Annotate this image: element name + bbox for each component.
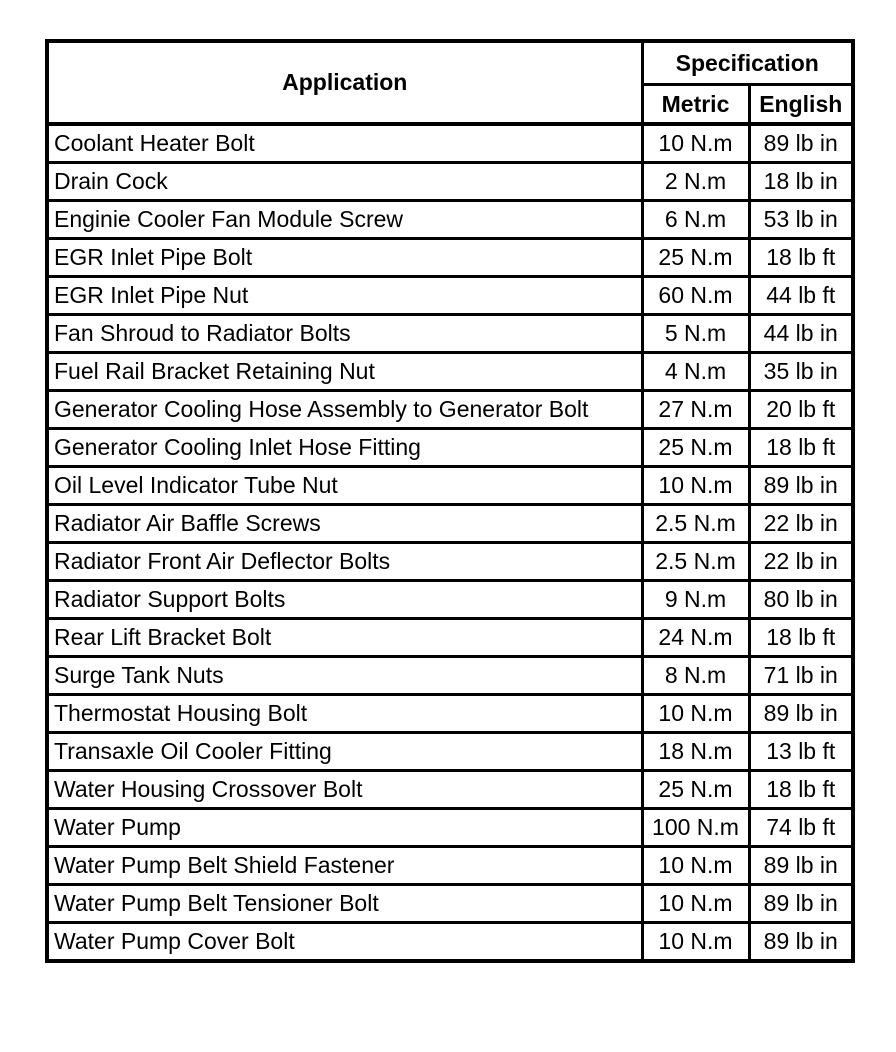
english-value-cell: 89 lb in [749, 923, 853, 962]
metric-value-cell: 60 N.m [642, 277, 749, 315]
application-cell: Generator Cooling Inlet Hose Fitting [47, 429, 642, 467]
metric-value-cell: 6 N.m [642, 201, 749, 239]
application-cell: Fuel Rail Bracket Retaining Nut [47, 353, 642, 391]
metric-value-cell: 18 N.m [642, 733, 749, 771]
english-value-cell: 44 lb ft [749, 277, 853, 315]
metric-value-cell: 2.5 N.m [642, 505, 749, 543]
table-row [47, 505, 853, 543]
table-row [47, 124, 853, 163]
metric-value-cell: 25 N.m [642, 239, 749, 277]
english-value-cell: 18 lb ft [749, 429, 853, 467]
application-cell: Surge Tank Nuts [47, 657, 642, 695]
application-cell: Radiator Front Air Deflector Bolts [47, 543, 642, 581]
header-row-top [47, 41, 853, 85]
metric-value-cell: 24 N.m [642, 619, 749, 657]
table-row [47, 543, 853, 581]
metric-value-cell: 10 N.m [642, 923, 749, 962]
metric-value-cell: 9 N.m [642, 581, 749, 619]
table-row [47, 809, 853, 847]
english-value-cell: 44 lb in [749, 315, 853, 353]
english-value-cell: 18 lb ft [749, 619, 853, 657]
header-english: English [749, 85, 853, 125]
english-value-cell: 18 lb in [749, 163, 853, 201]
table-row [47, 353, 853, 391]
metric-value-cell: 10 N.m [642, 847, 749, 885]
metric-value-cell: 10 N.m [642, 885, 749, 923]
metric-value-cell: 5 N.m [642, 315, 749, 353]
application-cell: Rear Lift Bracket Bolt [47, 619, 642, 657]
metric-value-cell: 4 N.m [642, 353, 749, 391]
table-row [47, 923, 853, 962]
table-row [47, 201, 853, 239]
metric-value-cell: 2.5 N.m [642, 543, 749, 581]
english-value-cell: 89 lb in [749, 467, 853, 505]
english-value-cell: 18 lb ft [749, 771, 853, 809]
table-row [47, 847, 853, 885]
english-value-cell: 18 lb ft [749, 239, 853, 277]
metric-value-cell: 10 N.m [642, 467, 749, 505]
english-value-cell: 53 lb in [749, 201, 853, 239]
header-metric: Metric [642, 85, 749, 125]
application-cell: EGR Inlet Pipe Nut [47, 277, 642, 315]
application-cell: Generator Cooling Hose Assembly to Generator Bolt [47, 391, 642, 429]
application-cell: Oil Level Indicator Tube Nut [47, 467, 642, 505]
header-application: Application [47, 41, 642, 124]
table-row [47, 885, 853, 923]
application-cell: Water Pump Belt Tensioner Bolt [47, 885, 642, 923]
english-value-cell: 74 lb ft [749, 809, 853, 847]
application-cell: Radiator Air Baffle Screws [47, 505, 642, 543]
metric-value-cell: 2 N.m [642, 163, 749, 201]
table-row [47, 733, 853, 771]
table-body [47, 124, 853, 961]
metric-value-cell: 10 N.m [642, 124, 749, 163]
english-value-cell: 22 lb in [749, 505, 853, 543]
english-value-cell: 71 lb in [749, 657, 853, 695]
application-cell: Transaxle Oil Cooler Fitting [47, 733, 642, 771]
application-cell: Water Pump Cover Bolt [47, 923, 642, 962]
header-specification: Specification [642, 41, 853, 85]
metric-value-cell: 8 N.m [642, 657, 749, 695]
table-row [47, 467, 853, 505]
english-value-cell: 89 lb in [749, 847, 853, 885]
table-row [47, 771, 853, 809]
table-row [47, 581, 853, 619]
application-cell: Coolant Heater Bolt [47, 124, 642, 163]
application-cell: Water Housing Crossover Bolt [47, 771, 642, 809]
application-cell: Enginie Cooler Fan Module Screw [47, 201, 642, 239]
table-row [47, 163, 853, 201]
english-value-cell: 89 lb in [749, 695, 853, 733]
application-cell: Fan Shroud to Radiator Bolts [47, 315, 642, 353]
application-cell: Water Pump [47, 809, 642, 847]
english-value-cell: 35 lb in [749, 353, 853, 391]
metric-value-cell: 25 N.m [642, 429, 749, 467]
table-row [47, 391, 853, 429]
metric-value-cell: 100 N.m [642, 809, 749, 847]
metric-value-cell: 25 N.m [642, 771, 749, 809]
metric-value-cell: 27 N.m [642, 391, 749, 429]
table-row [47, 239, 853, 277]
table-row [47, 657, 853, 695]
english-value-cell: 89 lb in [749, 885, 853, 923]
table-row [47, 277, 853, 315]
table-row [47, 315, 853, 353]
metric-value-cell: 10 N.m [642, 695, 749, 733]
table-row [47, 429, 853, 467]
table-row [47, 695, 853, 733]
table-row [47, 619, 853, 657]
table-header [47, 41, 853, 124]
english-value-cell: 80 lb in [749, 581, 853, 619]
english-value-cell: 13 lb ft [749, 733, 853, 771]
english-value-cell: 22 lb in [749, 543, 853, 581]
fastener-torque-table [45, 39, 855, 963]
application-cell: Drain Cock [47, 163, 642, 201]
application-cell: Thermostat Housing Bolt [47, 695, 642, 733]
application-cell: Water Pump Belt Shield Fastener [47, 847, 642, 885]
application-cell: EGR Inlet Pipe Bolt [47, 239, 642, 277]
english-value-cell: 20 lb ft [749, 391, 853, 429]
application-cell: Radiator Support Bolts [47, 581, 642, 619]
english-value-cell: 89 lb in [749, 124, 853, 163]
